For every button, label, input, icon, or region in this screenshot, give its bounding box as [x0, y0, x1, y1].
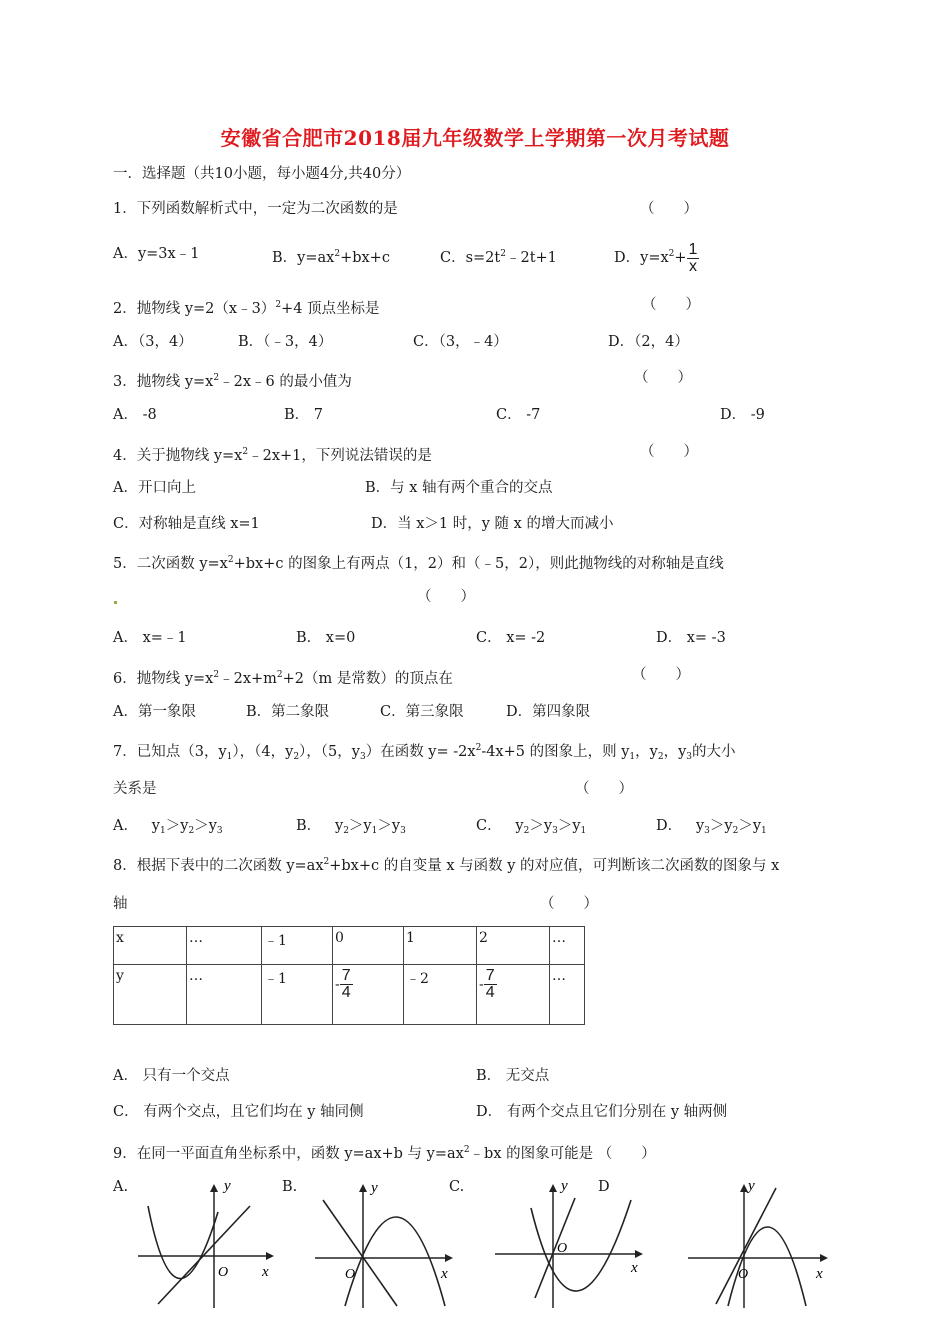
q1-option-a: A．y=3x﹣1 [113, 246, 200, 262]
arrow-icon [740, 1184, 748, 1192]
line [158, 1206, 250, 1304]
table-cell: … [187, 965, 262, 1025]
q9-graph-b [315, 1178, 455, 1308]
q5-option-a: A． x=﹣1 [113, 630, 187, 646]
q2-option-c: C．（3，﹣4） [413, 334, 508, 350]
arrow-icon [210, 1184, 218, 1192]
q1-option-b: B．$y=ax^2+bx+c$ [272, 249, 390, 266]
q3-option-b: B． 7 [284, 407, 323, 423]
q7-option-c: C． $y_2>y_3>y_1$ [476, 818, 587, 836]
q2-option-b: B．（﹣3，4） [238, 334, 333, 350]
table-cell: … [550, 927, 585, 965]
q7-option-d: D． $y_3>y_2>y_1$ [656, 818, 767, 836]
q2-option-d: D．（2，4） [608, 334, 689, 350]
q8-option-d: D． 有两个交点且它们分别在 y 轴两侧 [476, 1104, 728, 1120]
q4-stem: 4．关于抛物线 $y=x^2﹣2x+1$，下列说法错误的是 [113, 447, 432, 464]
q5-option-b: B． x=0 [296, 630, 356, 646]
q4-option-c: C．对称轴是直线 x=1 [113, 516, 260, 532]
table-cell: 1 [404, 927, 477, 965]
axis-label-x: x [816, 1266, 823, 1282]
q9-label-a: A. [113, 1179, 129, 1195]
q2-option-a: A．（3，4） [113, 334, 193, 350]
q1-option-d: D．$y=x^2+$ $\frac{1}{x}$ [614, 240, 698, 275]
axis-label-y: y [561, 1178, 568, 1194]
q6-stem: 6．抛物线 $y=x^2﹣2x+m^2+2(m$ 是常数）的顶点在 [113, 670, 453, 687]
table-cell: … [187, 927, 262, 965]
section-heading: 一．选择题（共10小题，每小题4分,共40分） [113, 166, 411, 182]
parabola [531, 1200, 631, 1291]
q5-option-c: C． x= -2 [476, 630, 546, 646]
origin-label: O [218, 1265, 229, 1280]
q3-answer-blank[interactable]: （ ） [634, 370, 692, 386]
q4-answer-blank[interactable]: （ ） [640, 444, 698, 460]
q4-option-a: A．开口向上 [113, 480, 196, 496]
table-row-y [114, 965, 585, 1025]
q5-option-d: D． x= -3 [656, 630, 726, 646]
q7-answer-blank[interactable]: （ ） [575, 781, 633, 797]
table-cell: - $\frac{7}{4}$ [333, 965, 404, 1025]
table-cell: ﹣1 [262, 927, 333, 965]
q7-option-a: A． $y_1>y_2>y_3$ [113, 818, 223, 836]
q5-stem: 5．二次函数 $y=x^2+bx+c$ 的图象上有两点（1，2）和（﹣5，2），则此抛物线的对称轴是直线 [113, 555, 724, 572]
table-cell: ﹣2 [404, 965, 477, 1025]
arrow-icon [266, 1252, 274, 1260]
q4-option-d: D．当 x＞1 时，y 随 x 的增大而减小 [371, 516, 614, 532]
q4-option-b: B．与 x 轴有两个重合的交点 [365, 480, 553, 496]
q8-option-b: B． 无交点 [476, 1068, 550, 1084]
axis-label-y: y [371, 1180, 378, 1196]
table-cell: y [114, 965, 187, 1025]
q3-option-c: C． -7 [496, 407, 541, 423]
line [323, 1200, 397, 1306]
q1-option-c: C．$s=2t^2﹣2t+1$ [440, 249, 557, 266]
q9-label-c: C. [449, 1179, 465, 1195]
axis-label-y: y [224, 1178, 231, 1194]
q8-answer-blank[interactable]: （ ） [540, 896, 598, 912]
q9-graph-a [138, 1178, 278, 1308]
table-cell: 0 [333, 927, 404, 965]
q1-answer-blank[interactable]: （ ） [640, 201, 698, 217]
q3-stem: 3．抛物线 $y=x^2﹣2x﹣6$ 的最小值为 [113, 373, 352, 390]
arrow-icon [549, 1184, 557, 1192]
q6-option-a: A．第一象限 [113, 704, 196, 720]
q6-option-c: C．第三象限 [380, 704, 464, 720]
origin-label: O [557, 1241, 568, 1256]
table-cell: - $\frac{7}{4}$ [477, 965, 550, 1025]
q1-stem: 1．下列函数解析式中，一定为二次函数的是 [113, 201, 398, 217]
stray-dot [114, 601, 117, 604]
table-cell: ﹣1 [262, 965, 333, 1025]
q6-option-b: B．第二象限 [246, 704, 330, 720]
axis-label-x: x [262, 1264, 269, 1280]
q8-stem-line2: 轴 [113, 896, 128, 912]
table-cell: x [114, 927, 187, 965]
arrow-icon [359, 1184, 367, 1192]
q1-fraction: $\frac{1}{x}$ [688, 240, 698, 275]
line [716, 1188, 776, 1304]
axis-label-x: x [441, 1266, 448, 1282]
arrow-icon [445, 1254, 453, 1262]
q6-answer-blank[interactable]: （ ） [632, 667, 690, 683]
q9-graph-d [688, 1178, 838, 1308]
arrow-icon [635, 1250, 643, 1258]
q9-label-b: B. [282, 1179, 298, 1195]
q2-answer-blank[interactable]: （ ） [642, 297, 700, 313]
q3-option-a: A． -8 [113, 407, 157, 423]
q7-stem: 7．已知点（3，$y_1$），（4，$y_2$），（5，$y_3$）在函数 $y= -2x^2-4x+5$ 的图象上，则 $y_1$，$y_2$，$y_3$的大小 [113, 743, 736, 762]
axis-label-y: y [748, 1178, 755, 1194]
origin-label: O [738, 1267, 749, 1282]
page-title: 安徽省合肥市2018届九年级数学上学期第一次月考试题 [220, 126, 730, 150]
q7-stem-line2: 关系是 [113, 781, 157, 797]
parabola [345, 1217, 445, 1306]
q9-label-d: D [598, 1179, 610, 1195]
line [535, 1198, 575, 1298]
table-cell: 2 [477, 927, 550, 965]
q9-stem: 9．在同一平面直角坐标系中，函数 y=ax+b 与 $y=ax^2﹣bx$ 的图象可能是 （ ） [113, 1145, 656, 1162]
q5-answer-blank[interactable]: （ ） [417, 589, 475, 605]
q6-option-d: D．第四象限 [506, 704, 591, 720]
axis-label-x: x [631, 1260, 638, 1276]
q8-option-c: C． 有两个交点，且它们均在 y 轴同侧 [113, 1104, 364, 1120]
parabola [148, 1206, 218, 1279]
q2-stem: 2．抛物线 y=2（x﹣3）$^2$+4 顶点坐标是 [113, 300, 380, 317]
q9-graph-c [495, 1178, 645, 1308]
q3-option-d: D． -9 [720, 407, 765, 423]
origin-label: O [345, 1267, 356, 1282]
table-cell: … [550, 965, 585, 1025]
q8-stem: 8．根据下表中的二次函数 $y=ax^2+bx+c$ 的自变量 x 与函数 y 的对应值，可判断该二次函数的图象与 x [113, 857, 780, 874]
arrow-icon [820, 1254, 828, 1262]
q8-option-a: A． 只有一个交点 [113, 1068, 230, 1084]
q8-value-table [113, 926, 585, 1025]
table-row-x [114, 927, 585, 965]
q7-option-b: B． $y_2>y_1>y_3$ [296, 818, 406, 836]
